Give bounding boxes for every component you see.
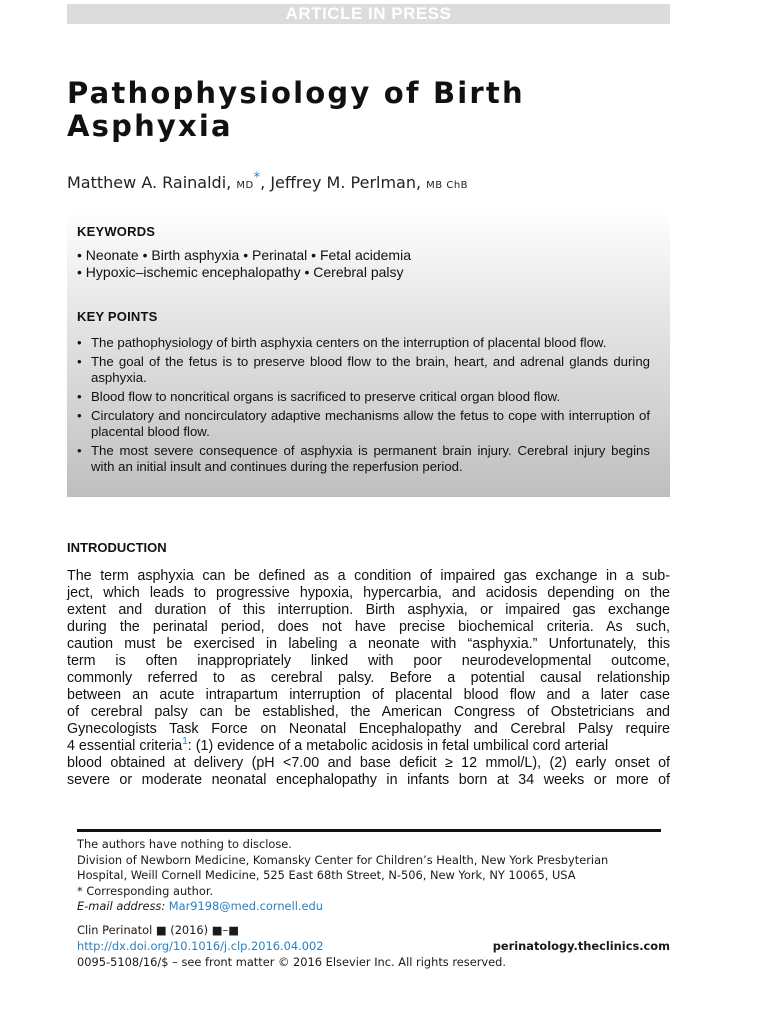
- key-point-text: The goal of the fetus is to preserve blood flow to the brain, heart, and adrenal glands during asphyxia.: [91, 354, 650, 385]
- key-point-item: [77, 443, 650, 475]
- key-point-text: The most severe consequence of asphyxia is permanent brain injury. Cerebral injury begins with an initial insult and continues during the reperfusion period.: [91, 443, 650, 474]
- body-line: Gynecologists Task Force on Neonatal Encephalopathy and Cerebral Palsy require: [67, 721, 670, 737]
- footnotes: [77, 837, 677, 915]
- author-2-name: Jeffrey M. Perlman,: [270, 173, 427, 192]
- body-line: severe or moderate neonatal encephalopathy in infants born at 34 weeks or more of: [67, 772, 670, 788]
- body-line: [67, 738, 670, 755]
- key-point-item: [77, 335, 650, 351]
- title-line-1: Pathophysiology of Birth: [67, 76, 525, 110]
- body-line: commonly referred to as cerebral palsy. Before a potential causal relationship: [67, 670, 670, 686]
- keywords-line-1: • Neonate • Birth asphyxia • Perinatal • Fetal acidemia: [77, 247, 411, 263]
- doi-link[interactable]: http://dx.doi.org/10.1016/j.clp.2016.04.002: [77, 939, 324, 953]
- body-line: The term asphyxia can be defined as a condition of impaired gas exchange in a sub-: [67, 568, 670, 584]
- bullet: •: [77, 354, 82, 369]
- doi-row: [77, 938, 670, 954]
- footnote-divider: [77, 829, 661, 832]
- author-separator: ,: [260, 173, 271, 192]
- body-line-end: : (1) evidence of a metabolic acidosis in fetal umbilical cord arterial: [187, 738, 609, 754]
- key-point-text: Circulatory and noncirculatory adaptive mechanisms allow the fetus to cope with interruption of placental blood flow.: [91, 408, 650, 439]
- body-line-start: 4 essential criteria: [67, 738, 183, 754]
- corresponding-author-note: * Corresponding author.: [77, 883, 214, 898]
- article-title: [67, 77, 687, 143]
- reference-link[interactable]: 1: [182, 736, 188, 748]
- key-points-list: [77, 335, 650, 478]
- email-line: [77, 899, 677, 915]
- introduction-heading: INTRODUCTION: [67, 540, 167, 555]
- bullet: •: [77, 389, 82, 404]
- copyright-line: 0095-5108/16/$ – see front matter © 2016 Elsevier Inc. All rights reserved.: [77, 955, 507, 969]
- email-label: E-mail address:: [77, 899, 169, 913]
- keywords-keypoints-box: [67, 210, 670, 497]
- author-1-name: Matthew A. Rainaldi,: [67, 173, 237, 192]
- key-point-item: [77, 354, 650, 386]
- journal-info: [77, 922, 670, 970]
- author-1-degree: MD: [236, 180, 254, 191]
- affiliation-line-1: Division of Newborn Medicine, Komansky Center for Children’s Health, New York Presbyterian: [77, 852, 609, 867]
- keywords-line-2: • Hypoxic–ischemic encephalopathy • Cerebral palsy: [77, 264, 404, 280]
- corresponding-author-mark[interactable]: *: [253, 170, 261, 186]
- affiliation-line-2: Hospital, Weill Cornell Medicine, 525 East 68th Street, N-506, New York, NY 10065, USA: [77, 868, 576, 882]
- key-point-item: [77, 389, 650, 405]
- body-line: blood obtained at delivery (pH <7.00 and base deficit ≥ 12 mmol/L), (2) early onset of: [67, 755, 670, 771]
- disclosure-note: The authors have nothing to disclose.: [77, 837, 292, 851]
- journal-citation: Clin Perinatol ■ (2016) ■–■: [77, 923, 239, 937]
- body-line: extent and duration of this interruption. Birth asphyxia, or impaired gas exchange: [67, 602, 670, 618]
- article-in-press-banner: ARTICLE IN PRESS: [67, 4, 670, 24]
- bullet: •: [77, 335, 82, 350]
- keywords-heading: KEYWORDS: [77, 224, 156, 239]
- author-list: [67, 172, 468, 197]
- body-line: between an acute intrapartum interruption of placental blood flow and a later case: [67, 687, 670, 703]
- bullet: •: [77, 408, 82, 423]
- body-line: term is often inappropriately linked with poor neurodevelopmental outcome,: [67, 653, 670, 669]
- title-line-2: Asphyxia: [67, 109, 233, 143]
- body-line: ject, which leads to progressive hypoxia, hypercarbia, and acidosis depending on the: [67, 585, 670, 601]
- body-line: caution must be exercised in labeling a neonate with “asphyxia.” Unfortunately, this: [67, 636, 670, 652]
- introduction-body: [67, 568, 670, 789]
- journal-website[interactable]: perinatology.theclinics.com: [492, 939, 670, 953]
- key-points-heading: KEY POINTS: [77, 309, 158, 324]
- key-point-text: Blood flow to noncritical organs is sacrificed to preserve critical organ blood flow.: [91, 389, 561, 404]
- key-point-item: [77, 408, 650, 440]
- body-line: during the perinatal period, does not have precise biochemical criteria. As such,: [67, 619, 670, 635]
- key-point-text: The pathophysiology of birth asphyxia centers on the interruption of placental blood flow.: [91, 335, 607, 350]
- body-line: of cerebral palsy can be established, the American Congress of Obstetricians and: [67, 704, 670, 720]
- author-2-degree: MB ChB: [426, 180, 469, 191]
- bullet: •: [77, 443, 82, 458]
- email-link[interactable]: Mar9198@med.cornell.edu: [168, 899, 323, 913]
